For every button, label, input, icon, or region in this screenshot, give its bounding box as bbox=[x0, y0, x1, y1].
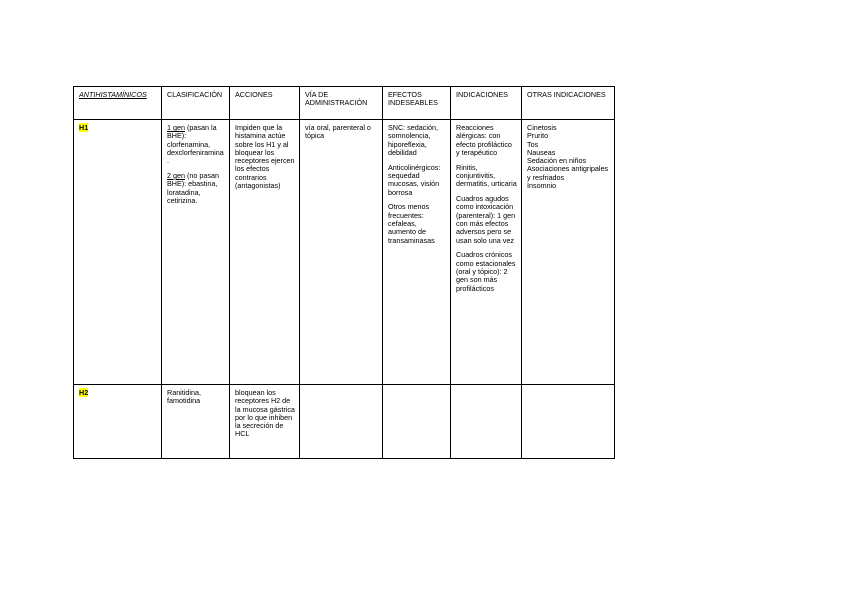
table-cell bbox=[230, 120, 300, 385]
otra-indicacion: Sedación en niños bbox=[527, 156, 587, 166]
header-via: VÍA DE ADMINISTRACIÓN bbox=[305, 90, 368, 108]
acciones-h2: bloquean los receptores H2 de la mucosa gástrica por lo que inhiben la secreción de HCL bbox=[235, 388, 295, 439]
header-efectos: EFECTOS INDESEABLES bbox=[388, 90, 438, 108]
antihistamines-table bbox=[73, 86, 615, 459]
header-cell bbox=[162, 87, 230, 120]
table-cell bbox=[74, 385, 162, 459]
row-label-h1: H1 bbox=[79, 123, 89, 132]
table-cell bbox=[162, 120, 230, 385]
indicacion-paragraph: Cuadros crónicos como estacionales (oral y tópico): 2 gen son más profilácticos bbox=[456, 250, 516, 293]
otra-indicacion: Tos bbox=[527, 139, 539, 149]
gen2-text: (no pasan BHE): ebastina, loratadina, cetirizina. bbox=[167, 170, 219, 205]
row-label-h2: H2 bbox=[79, 388, 89, 397]
table-cell bbox=[451, 385, 522, 459]
table-row-h2 bbox=[74, 385, 615, 459]
gen2-label: 2 gen bbox=[167, 170, 185, 180]
via-h1: vía oral, parenteral o tópica bbox=[305, 123, 371, 141]
header-cell bbox=[383, 87, 451, 120]
header-clasificacion: CLASIFICACIÓN bbox=[167, 90, 223, 99]
acciones-h1: Impiden que la histamina actúe sobre los H1 y al bloquear los receptores ejercen los efectos contrarios (antagonistas) bbox=[235, 123, 295, 191]
header-cell bbox=[74, 87, 162, 120]
table-cell bbox=[162, 385, 230, 459]
clasificacion-gen1 bbox=[167, 124, 225, 165]
header-cell bbox=[230, 87, 300, 120]
clasificacion-h2: Ranitidina, famotidina bbox=[167, 388, 201, 406]
table-title: ANTIHISTAMÍNICOS bbox=[79, 90, 147, 99]
header-cell bbox=[451, 87, 522, 120]
header-cell bbox=[300, 87, 383, 120]
otra-indicacion: Asociaciones antigripales y resfriados bbox=[527, 164, 609, 182]
gen1-label: 1 gen bbox=[167, 123, 185, 132]
header-cell bbox=[522, 87, 615, 120]
table-cell bbox=[74, 120, 162, 385]
indicacion-paragraph: Reacciones alérgicas: con efecto profiláctico y terapéutico bbox=[456, 123, 512, 157]
indicacion-paragraph: Cuadros agudos como intoxicación (parenteral): 1 gen con más efectos adversos pero se usan solo una vez bbox=[456, 194, 516, 245]
otra-indicacion: Insomnio bbox=[527, 181, 557, 191]
table-cell bbox=[230, 385, 300, 459]
otra-indicacion: Cinetosis bbox=[527, 123, 557, 132]
table-cell bbox=[300, 385, 383, 459]
otra-indicacion: Prurito bbox=[527, 131, 549, 141]
otra-indicacion: Nauseas bbox=[527, 147, 556, 157]
indicacion-paragraph: Rinitis, conjuntivitis, dermatitis, urticaria bbox=[456, 162, 517, 189]
efecto-paragraph: SNC: sedación, somnolencia, hiporeflexia, debilidad bbox=[388, 123, 438, 157]
table-cell bbox=[522, 120, 615, 385]
table-cell bbox=[383, 120, 451, 385]
clasificacion-gen2 bbox=[167, 172, 225, 205]
table-cell bbox=[383, 385, 451, 459]
table-row-h1 bbox=[74, 120, 615, 385]
header-indicaciones: INDICACIONES bbox=[456, 90, 508, 99]
efecto-paragraph: Otros menos frecuentes: cefaleas, aumento de transaminasas bbox=[388, 202, 435, 245]
gen1-text: (pasan la BHE): clorfenamina, dexclorfeniramina. bbox=[167, 123, 224, 166]
header-row bbox=[74, 87, 615, 120]
table-cell bbox=[300, 120, 383, 385]
header-acciones: ACCIONES bbox=[235, 90, 273, 99]
table-cell bbox=[522, 385, 615, 459]
table-cell bbox=[451, 120, 522, 385]
header-otras: OTRAS INDICACIONES bbox=[527, 90, 606, 99]
efecto-paragraph: Anticolinérgicos: sequedad mucosas, visión borrosa bbox=[388, 162, 441, 197]
